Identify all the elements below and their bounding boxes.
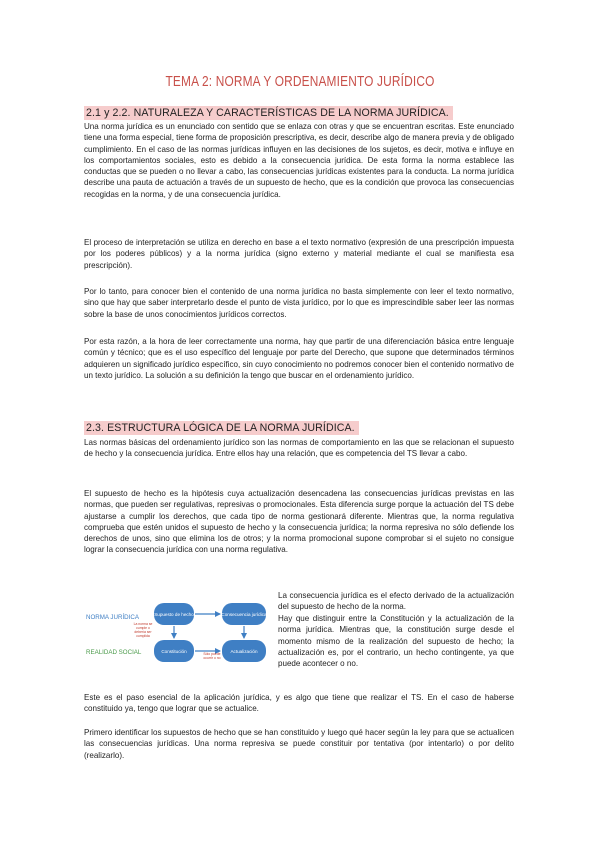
note-left-text: La norma se cumple o debería ser cumplida (133, 622, 153, 638)
note-right (202, 652, 222, 672)
node-constitucion-label: Constitución (161, 649, 187, 654)
section-heading-1 (84, 107, 453, 119)
section2-paragraph-4: Primero identificar los supuestos de hecho que se han constituido y luego qué hacer según la ley para que se actualicen las consecuencias jurídicas. Una norma represiva se puede constituir por tentativa (por intentarlo) o por delito (realizarlo). (84, 728, 514, 760)
node-supuesto-label: Supuesto de hecho (154, 612, 194, 617)
section-heading-1-text: 2.1 y 2.2. NATURALEZA Y CARACTERÍSTICAS DE LA NORMA JURÍDICA. (84, 106, 453, 120)
section-heading-2 (84, 422, 359, 434)
note-right-text: Sólo puede ocurrir o no (203, 652, 221, 660)
node-consecuencia-label: Consecuencia jurídica (221, 612, 267, 617)
section-heading-2-text: 2.3. ESTRUCTURA LÓGICA DE LA NORMA JURÍDICA. (84, 421, 359, 435)
section2-paragraph-2: El supuesto de hecho es la hipótesis cuya actualización desencadena las consecuencias jurídicas previstas en las normas, que pueden ser regulativas, represivas o promocionales. Esta diferencia surge porque la actuación del TS debe ajustarse a cumplir los derechos, que cada tipo de norma gestionará diferente. Mientras que, la norma regulativa comprueba que estén unidos el supuesto de hecho y la consecuencia jurídica; la norma represiva no sólo defiende los derechos de unos, sino que elimina los de otros; y la norma promocional supone comprobar si el sujeto no consigue lograr la consecuencia jurídica con una norma regulativa. (84, 489, 514, 555)
section1-paragraph-1: Una norma jurídica es un enunciado con sentido que se enlaza con otras y que se encuentran escritas. Este enunciado tiene una forma especial, tiene forma de proposición prescriptiva, es decir, describe algo de manera previa y de obligado cumplimiento. En el caso de las normas jurídicas influyen en las decisiones de los sujetos, es decir, motiva e influye en los comportamientos sociales, esto es debido a la consecuencia jurídica. De esta forma la norma establece las conductas que se pueden o no llevar a cabo, las consecuencias jurídicas existentes para la conducta. La norma jurídica describe una pauta de actuación a través de un supuesto de hecho, que es la condición que provoca las consecuencias recogidas en la norma, y de una consecuencia jurídica. (84, 122, 514, 199)
norma-diagram (84, 592, 276, 680)
section2-paragraph-1: Las normas básicas del ordenamiento jurídico son las normas de comportamiento en las que se relacionan el supuesto de hecho y la consecuencia jurídica. Entre ellos hay una relación, que es competencia del TS llevar a cabo. (84, 438, 514, 459)
side-paragraph-2: Hay que distinguir entre la Constitución y la actualización de la norma jurídica. Mientras que, la constitución surge desde el momento mismo de la realización del supuesto de hecho; la actualización es, por el contrario, un hecho contingente, ya que puede acontecer o no. (278, 614, 514, 669)
note-left (130, 622, 156, 644)
diagram-label-norma: NORMA JURÍDICA (86, 614, 139, 621)
page-title: TEMA 2: NORMA Y ORDENAMIENTO JURÍDICO (165, 74, 435, 90)
section1-paragraph-4: Por esta razón, a la hora de leer correctamente una norma, hay que partir de una diferenciación básica entre lenguaje común y técnico; que es el uso específico del lenguaje por parte del Derecho, que supone que determinados términos adquieren un significado jurídico específico, sin cuyo conocimiento no podremos conocer bien el contenido normativo de un texto jurídico. La solución a su definición la tengo que buscar en el ordenamiento jurídico. (84, 337, 514, 380)
diagram-label-realidad: REALIDAD SOCIAL (86, 649, 142, 656)
section1-paragraph-3: Por lo tanto, para conocer bien el contenido de una norma jurídica no basta simplemente con leer el texto normativo, sino que hay que saber interpretarlo desde el punto de vista jurídico, por lo que es imprescindible saber leer las normas sobre la base de unos conocimientos jurídicos correctos. (84, 287, 514, 319)
section1-paragraph-2: El proceso de interpretación se utiliza en derecho en base a el texto normativo (expresión de una prescripción impuesta por los poderes públicos) y a la norma jurídica (signo externo y material mediante el cual se manifiesta esa prescripción). (84, 238, 514, 270)
side-paragraph-1: La consecuencia jurídica es el efecto derivado de la actualización del supuesto de hecho de la norma. (278, 591, 514, 612)
node-actualizacion-label: Actualización (230, 649, 258, 654)
section2-paragraph-3: Este es el paso esencial de la aplicación jurídica, y es algo que tiene que realizar el TS. En el caso de haberse constituido ya, tengo que lograr que se actualice. (84, 693, 514, 714)
